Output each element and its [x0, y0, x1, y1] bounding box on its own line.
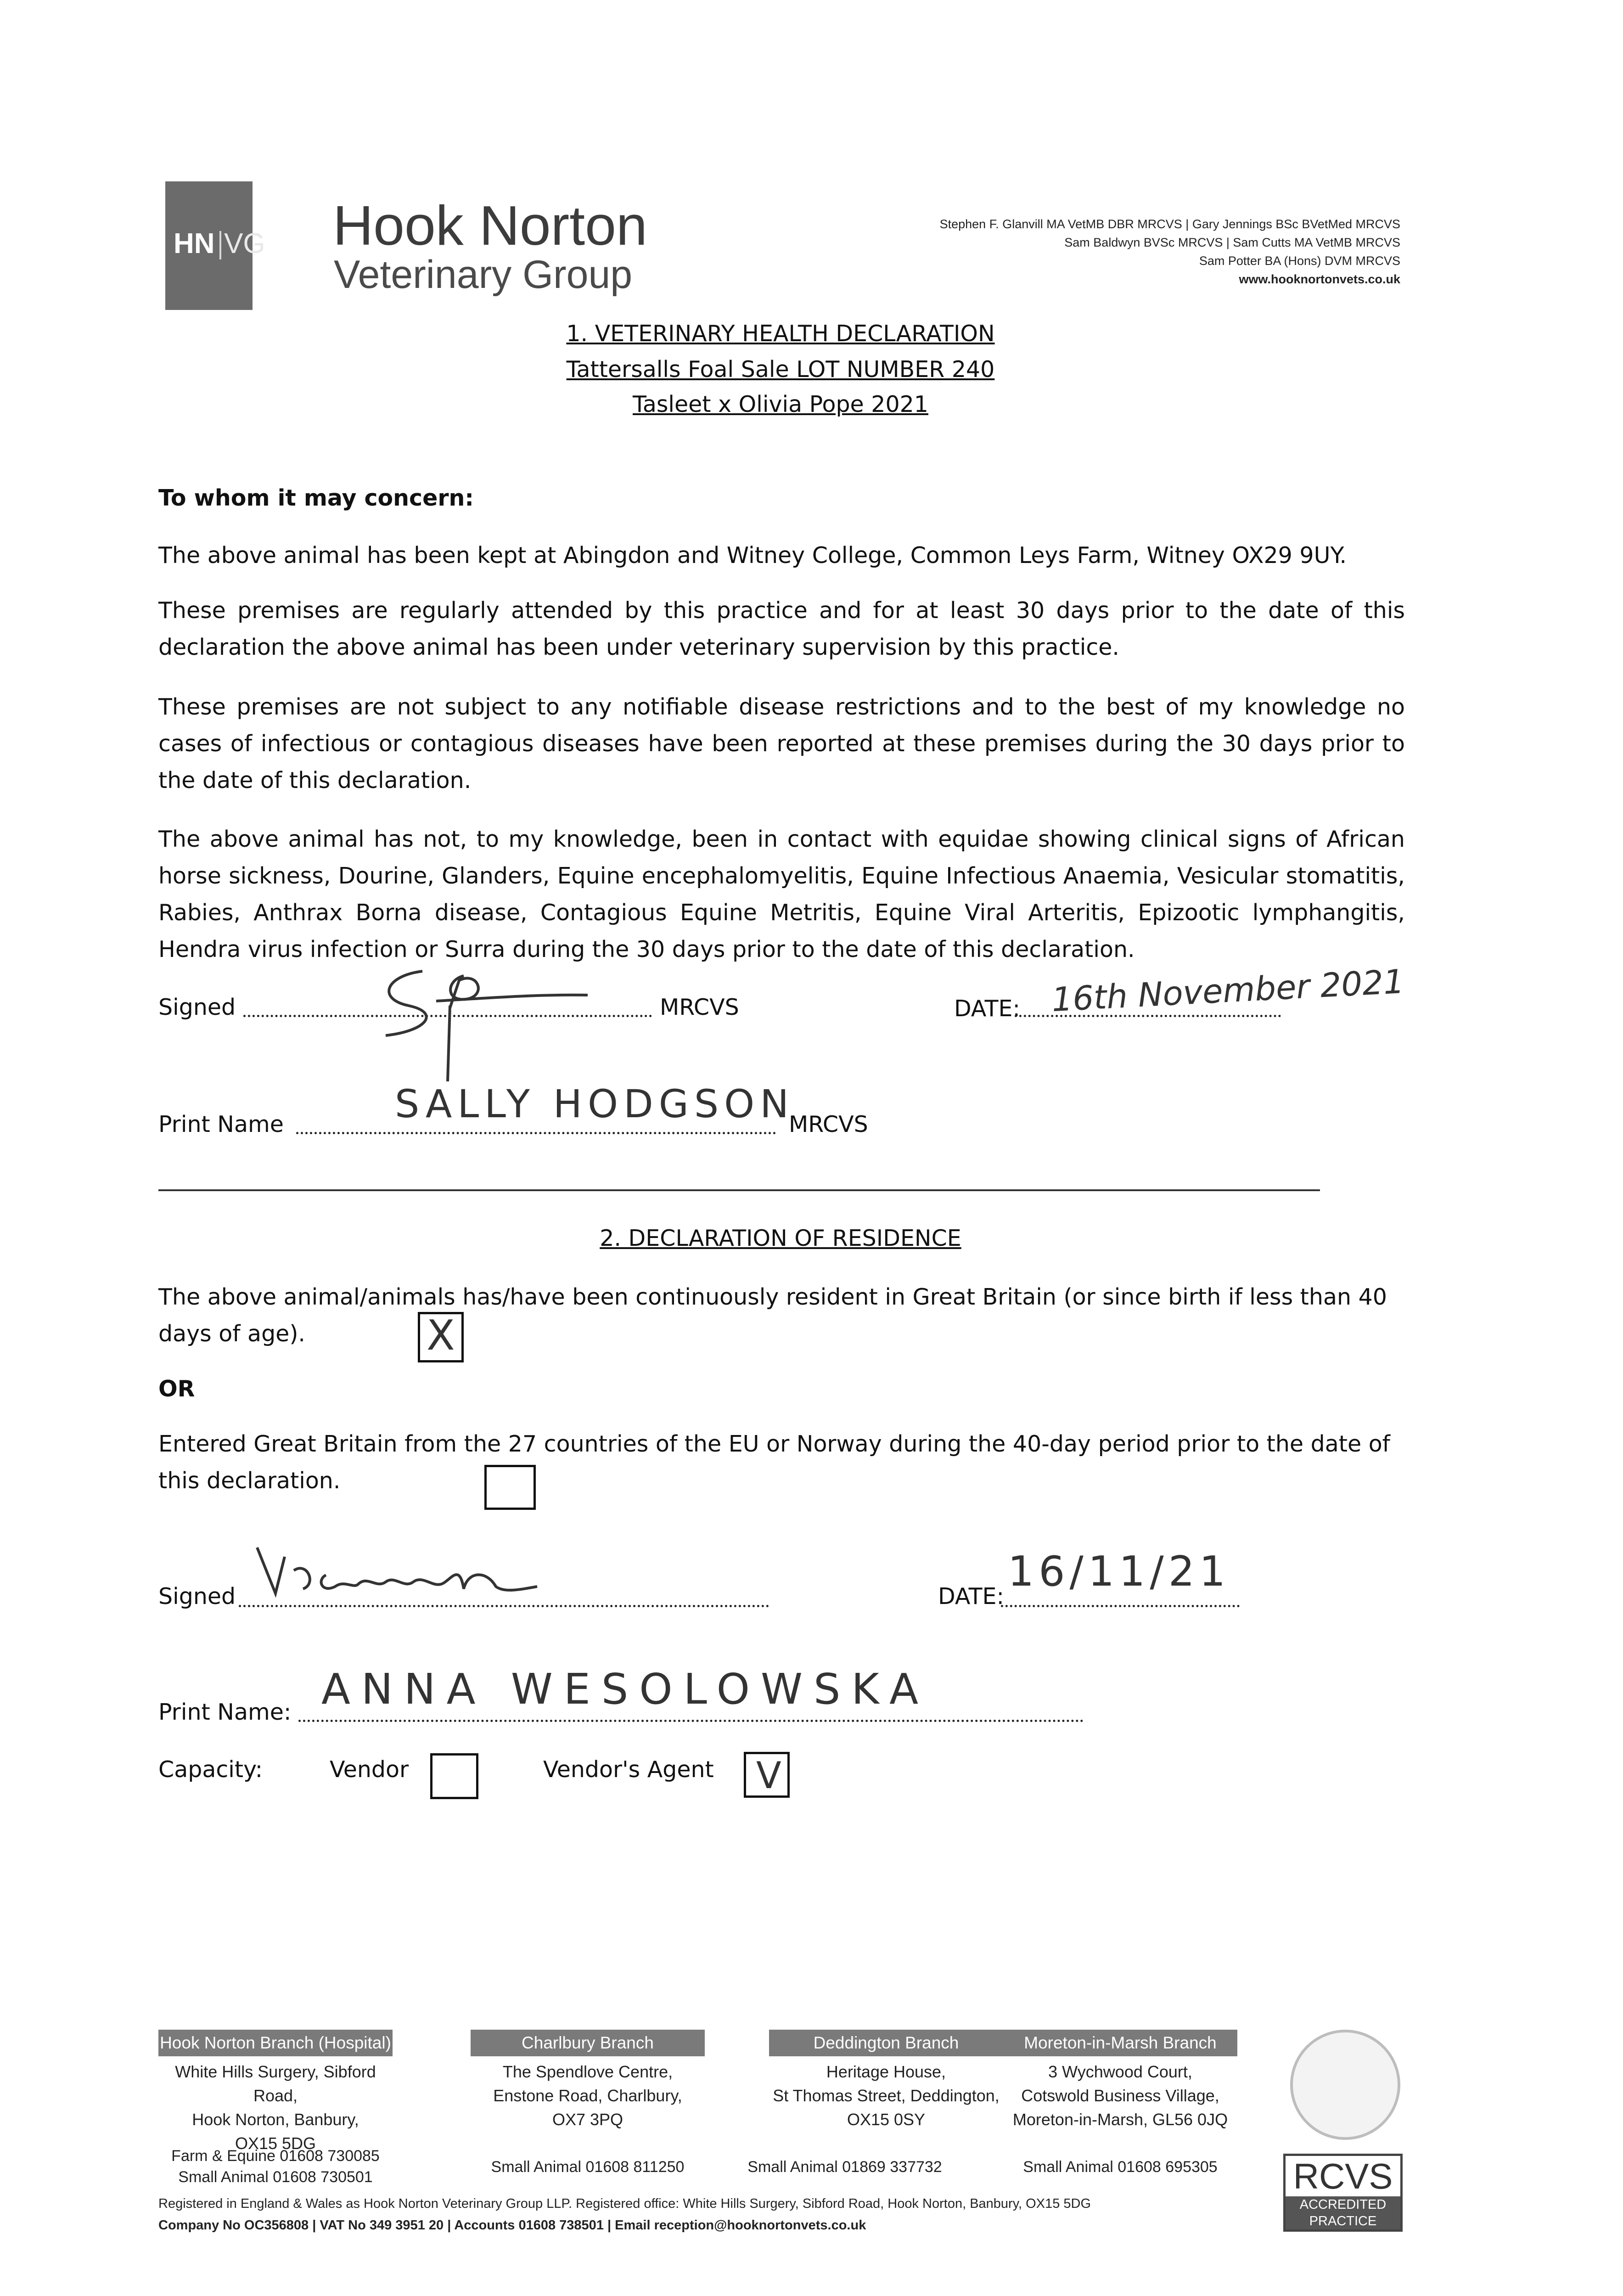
- branch-address-line: The Spendlove Centre,: [502, 2062, 673, 2081]
- vet-date-value: 16th November 2021: [1050, 962, 1405, 1019]
- vet-print-mrcvs-suffix: MRCVS: [789, 1111, 868, 1137]
- branch-address-line: Heritage House,: [826, 2062, 946, 2081]
- phones-hook-norton: [158, 2145, 393, 2188]
- branch-address-line: 3 Wychwood Court,: [1048, 2062, 1192, 2081]
- agent-date-line[interactable]: [1001, 1596, 1240, 1607]
- paragraph-diseases: The above animal has not, to my knowledge, been in contact with equidae showing clinical signs of African horse sickness, Dourine, Glanders, Equine encephalomyelitis, Equine Infectious Anaemia, Vesicular stomatitis, Rabies, Anthrax Borna disease, Contagious Equine Metritis, Equine Viral Arteritis, Epizootic lymphangitis, Hendra virus infection or Surra during the 30 days prior to the date of this declaration.: [158, 826, 1405, 962]
- vendor-label: Vendor: [330, 1756, 409, 1783]
- practice-logo-mark: [165, 181, 265, 310]
- phone-moreton: Small Animal 01608 695305: [1023, 2158, 1218, 2176]
- residence-gb-checkbox[interactable]: [418, 1312, 464, 1362]
- logo-vg-text: VG: [224, 228, 265, 259]
- branch-hook-norton: [158, 2030, 393, 2155]
- phone-number: Small Animal 01608 730501: [178, 2168, 373, 2186]
- branch-moreton: [1003, 2030, 1237, 2132]
- vendor-agent-check-mark: V: [756, 1754, 781, 1797]
- or-label: OR: [158, 1376, 195, 1402]
- agent-signature: [248, 1543, 542, 1607]
- branch-address-line: OX7 3PQ: [552, 2110, 623, 2129]
- phone-deddington: Small Animal 01869 337732: [747, 2158, 942, 2176]
- branch-address-line: Cotswold Business Village,: [1021, 2086, 1219, 2105]
- residence-eu-checkbox[interactable]: [484, 1465, 536, 1510]
- rcvs-accredited-badge: [1283, 2154, 1403, 2232]
- branch-charlbury: [471, 2030, 705, 2132]
- branch-address-line: OX15 0SY: [847, 2110, 926, 2129]
- paragraph-premises: The above animal has been kept at Abingdon and Witney College, Common Leys Farm, Witney OX29 9UY.: [158, 542, 1347, 568]
- branch-address-line: White Hills Surgery, Sibford Road,: [175, 2062, 376, 2105]
- residence-option-gb: The above animal/animals has/have been continuously resident in Great Britain (or since birth if less than 40 days of age).: [158, 1284, 1387, 1347]
- branch-address-line: Hook Norton, Banbury,: [192, 2110, 359, 2129]
- lot-number: Tattersalls Foal Sale LOT NUMBER 240: [566, 356, 995, 383]
- vets-line: Sam Baldwyn BVSc MRCVS | Sam Cutts MA VetMB MRCVS: [1064, 236, 1400, 249]
- agent-signed-label: Signed: [158, 1583, 236, 1609]
- capacity-label: Capacity:: [158, 1756, 263, 1783]
- vet-mrcvs-suffix: MRCVS: [660, 994, 739, 1020]
- logo-separator: [219, 231, 221, 259]
- registration-text: Registered in England & Wales as Hook Norton Veterinary Group LLP. Registered office: White Hills Surgery, Sibford Road, Hook Norton, Banbury, OX15 5DG: [158, 2196, 1091, 2211]
- branch-name: Charlbury Branch: [471, 2030, 705, 2056]
- salutation: To whom it may concern:: [158, 485, 474, 511]
- horse-name: Tasleet x Olivia Pope 2021: [633, 391, 928, 417]
- rcvs-seal-icon: [1290, 2030, 1400, 2140]
- vet-signature: [358, 962, 597, 1100]
- vendor-agent-label: Vendor's Agent: [543, 1756, 714, 1783]
- vet-print-name-label: Print Name: [158, 1111, 284, 1137]
- website-link[interactable]: www.hooknortonvets.co.uk: [1239, 272, 1400, 286]
- agent-date-value: 16/11/21: [1008, 1548, 1230, 1596]
- vendor-agent-checkbox[interactable]: [744, 1752, 790, 1798]
- branch-name: Moreton-in-Marsh Branch: [1003, 2030, 1237, 2056]
- branch-address-line: Moreton-in-Marsh, GL56 0JQ: [1012, 2110, 1228, 2129]
- agent-date-label: DATE:: [938, 1583, 1004, 1609]
- phone-number: Farm & Equine 01608 730085: [171, 2147, 380, 2165]
- residence-option-eu: Entered Great Britain from the 27 countries of the EU or Norway during the 40-day period prior to the date of this declaration.: [158, 1431, 1390, 1494]
- section1-title: 1. VETERINARY HEALTH DECLARATION: [566, 321, 995, 347]
- vendor-checkbox[interactable]: [430, 1753, 478, 1799]
- vets-line: Sam Potter BA (Hons) DVM MRCVS: [1199, 254, 1400, 268]
- section2-title: 2. DECLARATION OF RESIDENCE: [600, 1225, 961, 1251]
- agent-print-name-value: ANNA WESOLOWSKA: [321, 1665, 930, 1714]
- vets-list: [940, 215, 1400, 288]
- paragraph-supervision: These premises are regularly attended by this practice and for at least 30 days prior to the date of this declaration the above animal has been under veterinary supervision by this practice.: [158, 597, 1405, 660]
- logo-title: Hook Norton: [333, 194, 647, 257]
- vet-date-label: DATE:: [954, 996, 1020, 1022]
- branch-address-line: St Thomas Street, Deddington,: [773, 2086, 1000, 2105]
- branch-address-line: Enstone Road, Charlbury,: [493, 2086, 682, 2105]
- rcvs-practice-text: PRACTICE: [1286, 2213, 1400, 2229]
- vets-line: Stephen F. Glanvill MA VetMB DBR MRCVS | Gary Jennings BSc BVetMed MRCVS: [939, 217, 1400, 231]
- agent-print-name-label: Print Name:: [158, 1699, 292, 1725]
- branch-deddington: [769, 2030, 1003, 2132]
- logo-hn-text: HN: [174, 228, 215, 259]
- company-details: Company No OC356808 | VAT No 349 3951 20 | Accounts 01608 738501 | Email reception@hooknortonvets.co.uk: [158, 2218, 866, 2233]
- rcvs-accredited-text: ACCREDITED: [1286, 2196, 1400, 2213]
- rcvs-text: RCVS: [1293, 2156, 1393, 2196]
- paragraph-restrictions: These premises are not subject to any notifiable disease restrictions and to the best of my knowledge no cases of infectious or contagious diseases have been reported at these premises during the 30 days prior to the date of this declaration.: [158, 694, 1405, 793]
- branch-address-line: OX15 5DG: [235, 2134, 316, 2153]
- branch-name: Deddington Branch: [769, 2030, 1003, 2056]
- residence-gb-check-mark: X: [427, 1311, 455, 1360]
- branch-name: Hook Norton Branch (Hospital): [158, 2030, 393, 2056]
- section-divider: [158, 1189, 1320, 1191]
- vet-print-name-value: SALLY HODGSON: [395, 1081, 795, 1126]
- logo-subtitle: Veterinary Group: [334, 253, 633, 297]
- vet-signed-label: Signed: [158, 994, 236, 1020]
- phone-charlbury: Small Animal 01608 811250: [491, 2158, 685, 2176]
